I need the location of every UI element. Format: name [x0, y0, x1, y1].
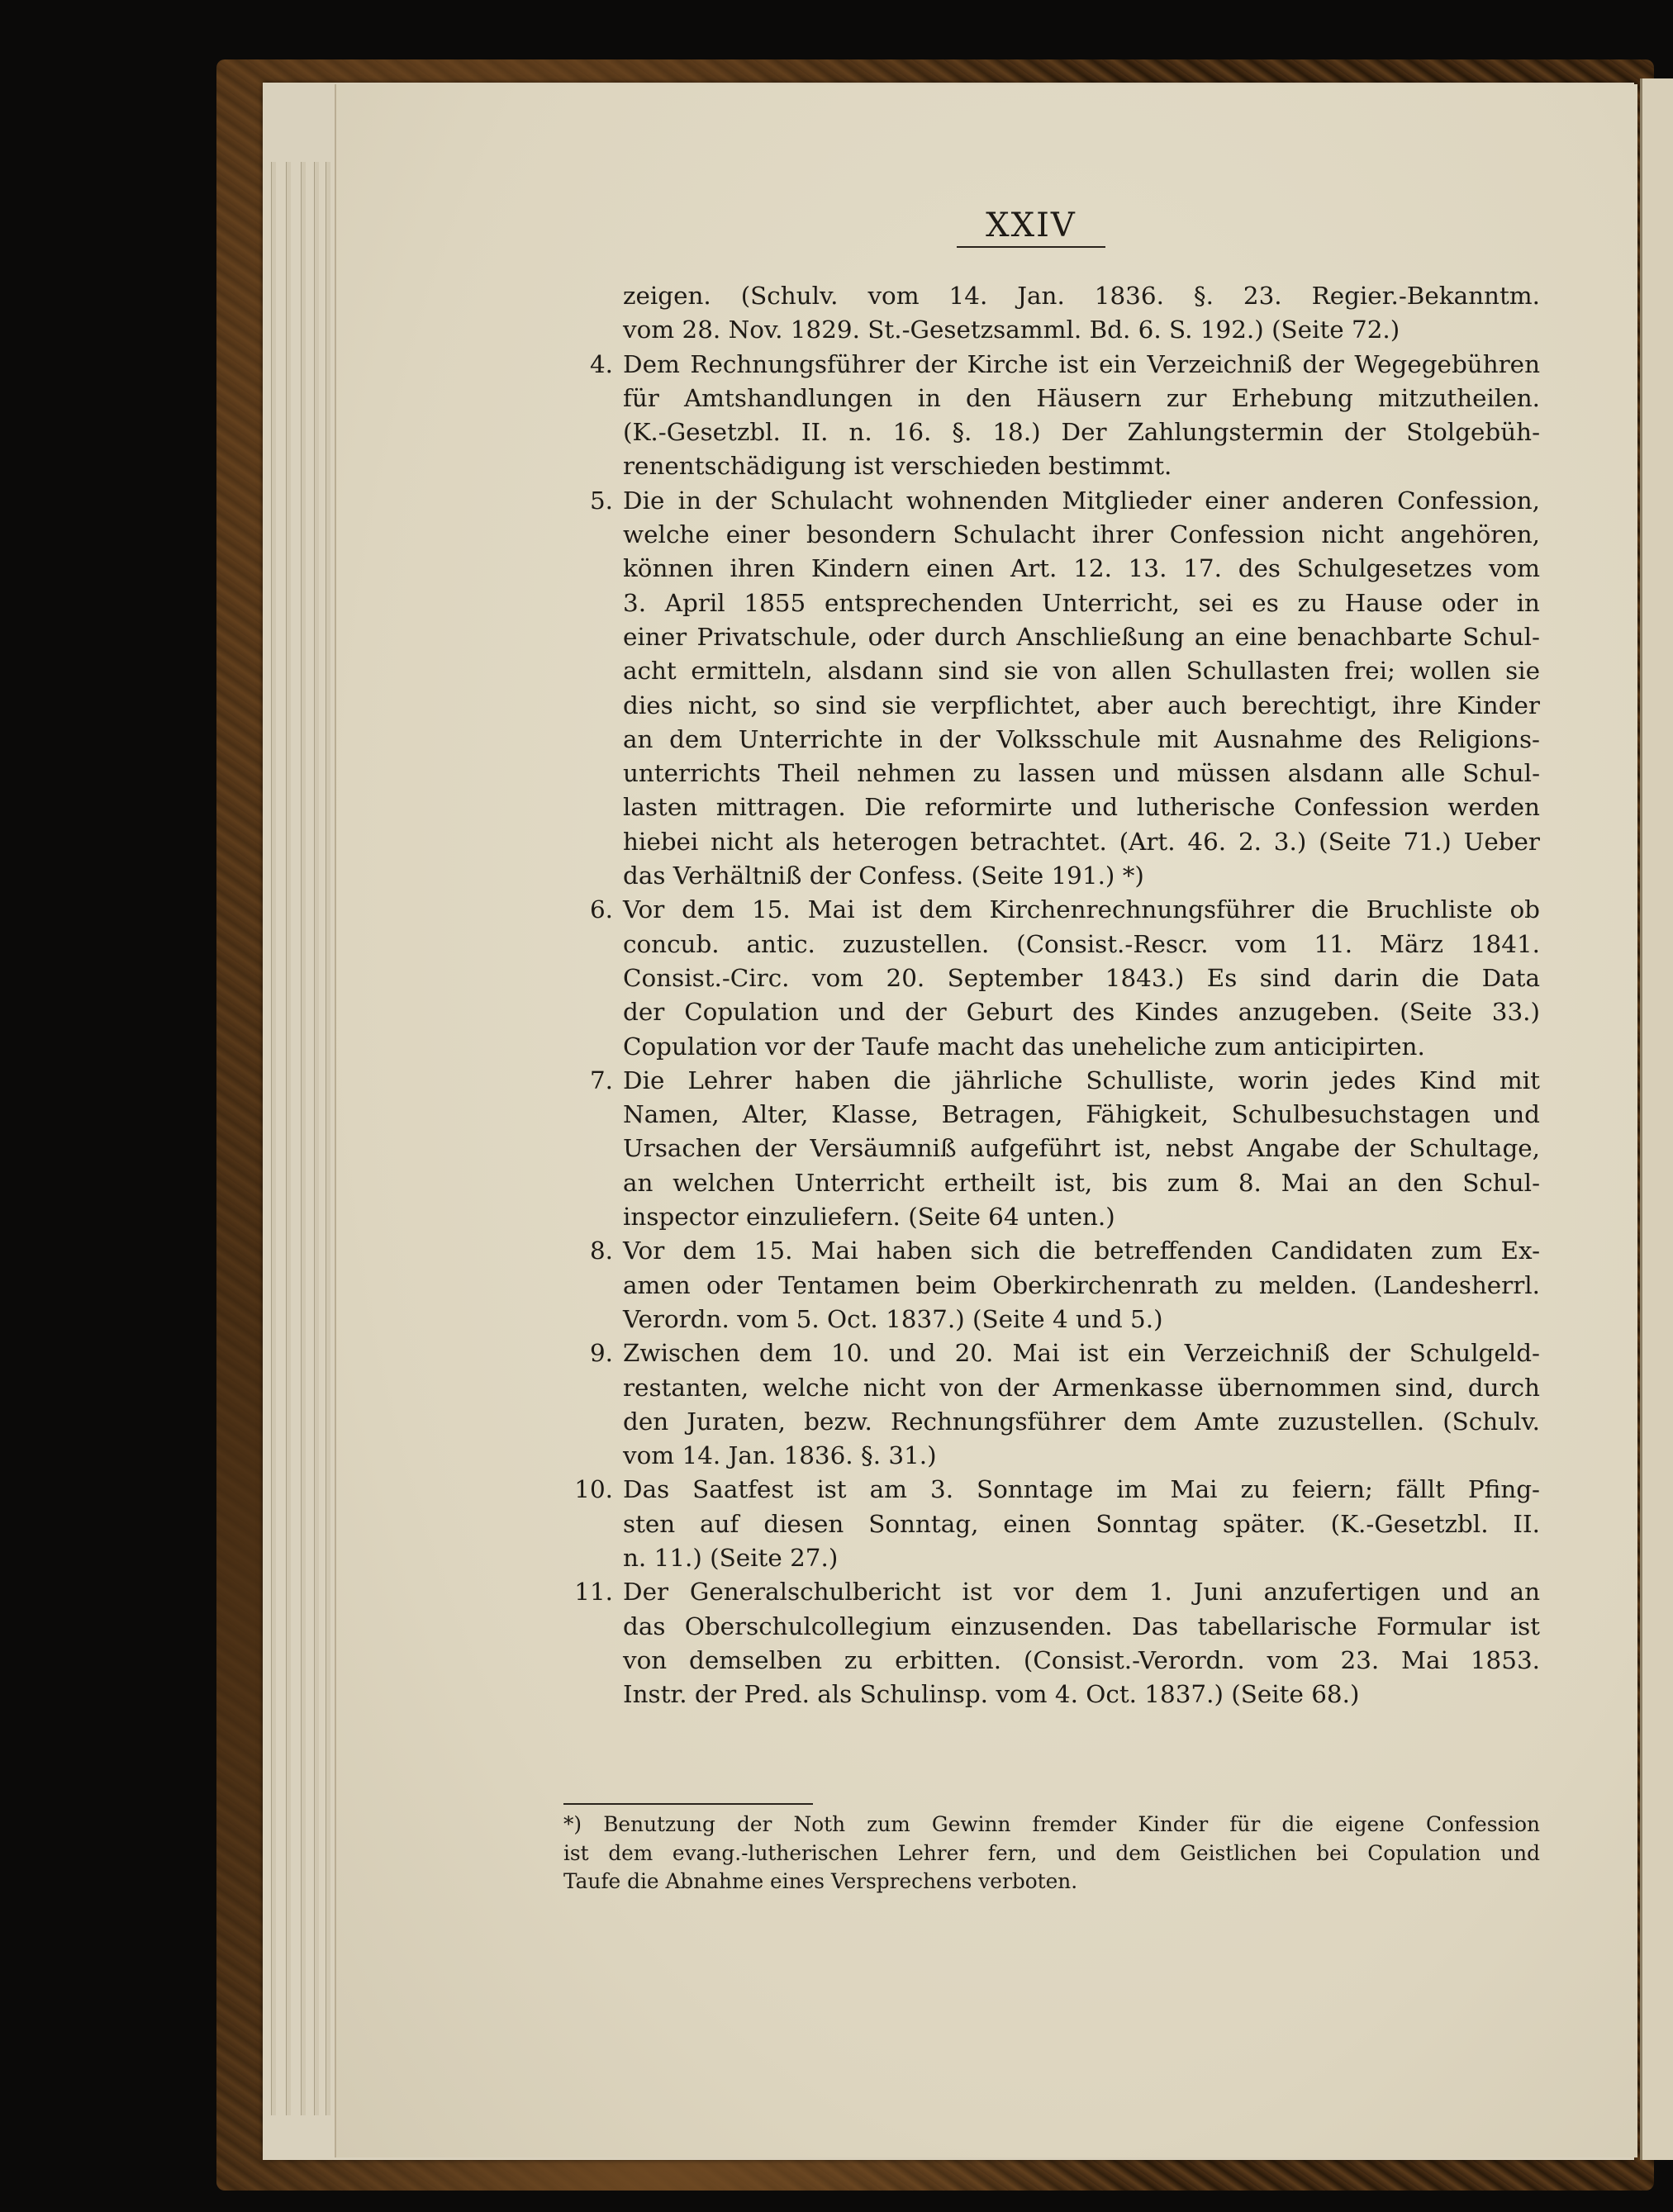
line-text: Vor dem 15. Mai haben sich die betreffenden Candidaten zum Ex- — [623, 1237, 1540, 1265]
footnote-line: *) Benutzung der Noth zum Gewinn fremder Kinder für die eigene Confession — [563, 1812, 1540, 1836]
text-line — [555, 859, 1540, 893]
line-text: das Verhältniß der Confess. (Seite 191.) *) — [623, 862, 1144, 890]
item-number: 4. — [589, 349, 613, 378]
text-line — [555, 1678, 1540, 1711]
line-text: hiebei nicht als heterogen betrachtet. (Art. 46. 2. 3.) (Seite 71.) Ueber — [623, 827, 1540, 856]
line-text: Instr. der Pred. als Schulinsp. vom 4. Oct. 1837.) (Seite 68.) — [623, 1680, 1360, 1709]
item-number: 11. — [574, 1578, 613, 1607]
line-text: (K.-Gesetzbl. II. n. 16. §. 18.) Der Zahlungstermin der Stolgebüh- — [623, 418, 1540, 447]
text-line — [555, 1473, 1540, 1507]
line-text: Dem Rechnungsführer der Kirche ist ein Verzeichniß der Wegegebühren — [623, 349, 1540, 378]
line-text: 3. April 1855 entsprechenden Unterricht, sei es zu Hause oder in — [623, 588, 1540, 617]
main-text — [555, 279, 1540, 1711]
text-line — [555, 961, 1540, 995]
line-text: das Oberschulcollegium einzusenden. Das tabellarische Formular ist — [623, 1612, 1540, 1640]
text-line — [555, 995, 1540, 1029]
line-text: Der Generalschulbericht ist vor dem 1. Juni anzufertigen und an — [623, 1578, 1540, 1607]
adjacent-page-edge — [1640, 78, 1673, 2160]
text-line — [555, 1064, 1540, 1098]
line-text: amen oder Tentamen beim Oberkirchenrath zu melden. (Landesherrl. — [623, 1270, 1540, 1299]
text-line — [555, 893, 1540, 927]
text-line — [555, 449, 1540, 483]
footnote-line: ist dem evang.-lutherischen Lehrer fern, und dem Geistlichen bei Copulation und — [563, 1840, 1540, 1865]
footnote-rule — [563, 1803, 813, 1805]
page-edge — [326, 162, 330, 2115]
text-line — [555, 1336, 1540, 1370]
page-edge — [314, 162, 319, 2115]
text-line — [555, 689, 1540, 723]
line-text: acht ermitteln, alsdann sind sie von allen Schullasten frei; wollen sie — [623, 657, 1540, 686]
text-line — [555, 1269, 1540, 1303]
item-number: 8. — [589, 1237, 613, 1265]
text-line — [555, 1371, 1540, 1405]
text-line — [555, 552, 1540, 586]
page-number: XXIV — [986, 206, 1077, 244]
text-line — [555, 518, 1540, 552]
text-line — [555, 928, 1540, 961]
line-text: zeigen. (Schulv. vom 14. Jan. 1836. §. 23. Regier.-Bekanntm. — [623, 282, 1540, 310]
item-number: 5. — [589, 486, 613, 515]
text-line — [555, 1303, 1540, 1336]
text-line — [555, 382, 1540, 415]
item-number: 7. — [589, 1066, 613, 1094]
line-text: Copulation vor der Taufe macht das uneheliche zum anticipirten. — [623, 1032, 1425, 1061]
line-text: der Copulation und der Geburt des Kindes anzugeben. (Seite 33.) — [623, 998, 1540, 1027]
text-line — [555, 1541, 1540, 1575]
line-text: vom 28. Nov. 1829. St.-Gesetzsamml. Bd. 6. S. 192.) (Seite 72.) — [623, 316, 1400, 344]
text-line — [555, 1507, 1540, 1541]
line-text: unterrichts Theil nehmen zu lassen und müssen alsdann alle Schul- — [623, 759, 1540, 788]
line-text: an dem Unterrichte in der Volksschule mit Ausnahme des Religions- — [623, 724, 1540, 753]
text-line — [555, 313, 1540, 347]
line-text: Ursachen der Versäumniß aufgeführt ist, nebst Angabe der Schultage, — [623, 1134, 1540, 1163]
text-line — [555, 620, 1540, 654]
page-edge — [301, 162, 306, 2115]
line-text: an welchen Unterricht ertheilt ist, bis zum 8. Mai an den Schul- — [623, 1168, 1540, 1197]
text-line — [555, 1610, 1540, 1644]
line-text: inspector einzuliefern. (Seite 64 unten.) — [623, 1203, 1115, 1232]
line-text: Verordn. vom 5. Oct. 1837.) (Seite 4 und 5.) — [623, 1304, 1163, 1333]
footnotes — [563, 1811, 1540, 1896]
text-line — [555, 1575, 1540, 1609]
text-line — [555, 825, 1540, 859]
line-text: vom 14. Jan. 1836. §. 31.) — [623, 1441, 937, 1470]
line-text: sten auf diesen Sonntag, einen Sonntag später. (K.-Gesetzbl. II. — [623, 1509, 1540, 1538]
text-line — [555, 1644, 1540, 1678]
text-line — [555, 1405, 1540, 1439]
text-line — [555, 757, 1540, 790]
text-line — [555, 1132, 1540, 1165]
text-line — [555, 1439, 1540, 1473]
line-text: Zwischen dem 10. und 20. Mai ist ein Verzeichniß der Schulgeld- — [623, 1339, 1540, 1368]
text-line — [555, 790, 1540, 824]
page-number-rule — [957, 246, 1105, 248]
line-text: den Juraten, bezw. Rechnungsführer dem Amte zuzustellen. (Schulv. — [623, 1407, 1540, 1436]
line-text: Namen, Alter, Klasse, Betragen, Fähigkeit, Schulbesuchstagen und — [623, 1100, 1540, 1129]
text-line — [555, 1166, 1540, 1200]
line-text: lasten mittragen. Die reformirte und lutherische Confession werden — [623, 793, 1540, 822]
text-line — [555, 1098, 1540, 1132]
line-text: Vor dem 15. Mai ist dem Kirchenrechnungsführer die Bruchliste ob — [623, 895, 1540, 924]
line-text: können ihren Kindern einen Art. 12. 13. 17. des Schulgesetzes vom — [623, 554, 1540, 583]
line-text: Die in der Schulacht wohnenden Mitglieder einer anderen Confession, — [623, 486, 1540, 515]
page-edge — [286, 162, 291, 2115]
text-line — [555, 1030, 1540, 1064]
text-line — [555, 1234, 1540, 1268]
line-text: für Amtshandlungen in den Häusern zur Erhebung mitzutheilen. — [623, 383, 1540, 412]
line-text: renentschädigung ist verschieden bestimmt. — [623, 452, 1172, 481]
line-text: Das Saatfest ist am 3. Sonntage im Mai zu feiern; fällt Pfing- — [623, 1475, 1540, 1504]
text-line — [555, 415, 1540, 449]
item-number: 9. — [589, 1339, 613, 1368]
line-text: von demselben zu erbitten. (Consist.-Verordn. vom 23. Mai 1853. — [623, 1645, 1540, 1674]
line-text: concub. antic. zuzustellen. (Consist.-Rescr. vom 11. März 1841. — [623, 929, 1540, 958]
text-line — [555, 723, 1540, 757]
line-text: n. 11.) (Seite 27.) — [623, 1543, 839, 1572]
text-line — [555, 654, 1540, 688]
text-line — [555, 586, 1540, 620]
item-number: 6. — [589, 895, 613, 924]
line-text: Consist.-Circ. vom 20. September 1843.) Es sind darin die Data — [623, 963, 1540, 992]
line-text: einer Privatschule, oder durch Anschließung an eine benachbarte Schul- — [623, 622, 1540, 651]
line-text: Die Lehrer haben die jährliche Schulliste, worin jedes Kind mit — [623, 1066, 1540, 1094]
text-line — [555, 348, 1540, 382]
footnote-line: Taufe die Abnahme eines Versprechens verboten. — [563, 1869, 1078, 1893]
page-edge — [271, 162, 276, 2115]
line-text: welche einer besondern Schulacht ihrer Confession nicht angehören, — [623, 520, 1540, 549]
line-text: restanten, welche nicht von der Armenkasse übernommen sind, durch — [623, 1373, 1540, 1402]
line-text: dies nicht, so sind sie verpflichtet, aber auch berechtigt, ihre Kinder — [623, 691, 1540, 719]
item-number: 10. — [574, 1475, 613, 1504]
text-line — [555, 484, 1540, 518]
text-line — [555, 1200, 1540, 1234]
text-line — [555, 279, 1540, 313]
